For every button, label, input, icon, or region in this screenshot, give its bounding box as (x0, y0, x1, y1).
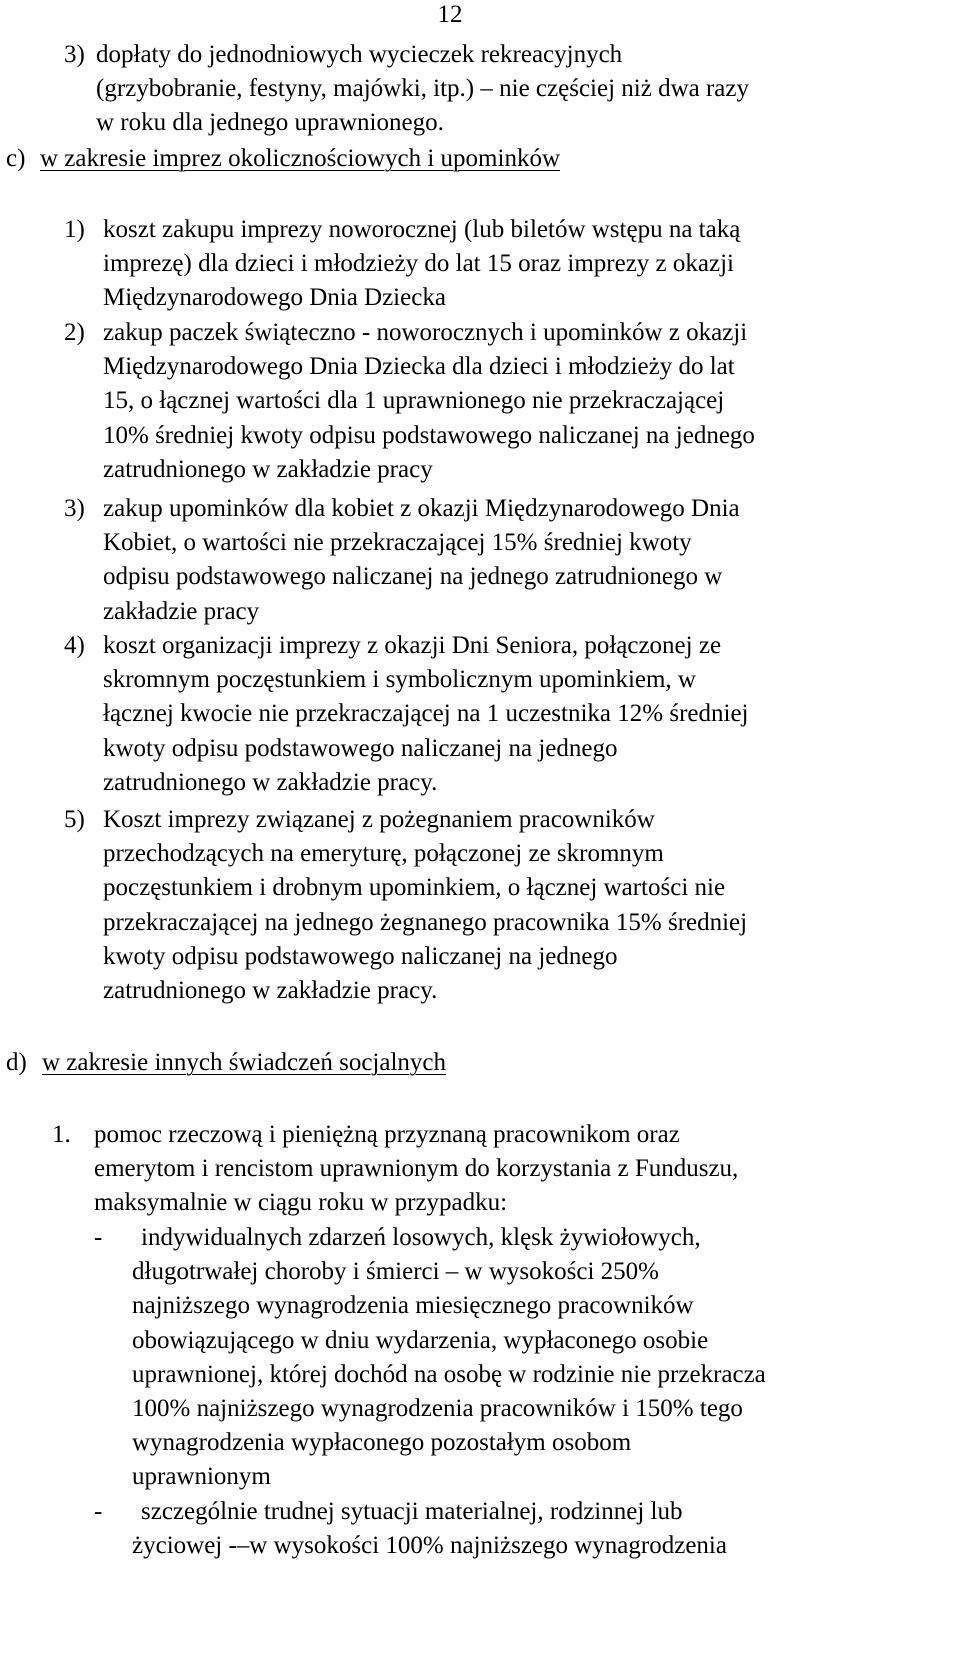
section-marker: c) (6, 145, 26, 172)
text-line: uprawnionej, której dochód na osobę w rodzinie nie przekracza (132, 1360, 766, 1388)
text-line: koszt organizacji imprezy z okazji Dni Seniora, połączonej ze (103, 632, 722, 659)
text-line: Kobiet, o wartości nie przekraczającej 15% średniej kwoty (103, 529, 692, 557)
list-marker: 5) (64, 806, 85, 833)
page-number: 12 (437, 1, 463, 28)
text-line: przekraczającej na jednego żegnanego pracownika 15% średniej (103, 908, 748, 936)
text-line: 15, o łącznej wartości dla 1 uprawnionego nie przekraczającej (103, 387, 725, 415)
dash-marker: - (94, 1498, 103, 1525)
text-line: imprezę) dla dzieci i młodzieży do lat 15 oraz imprezy z okazji (103, 250, 734, 278)
list-marker: 1. (52, 1121, 71, 1148)
text-line: najniższego wynagrodzenia miesięcznego pracowników (132, 1292, 694, 1320)
text-line: Koszt imprezy związanej z pożegnaniem pracowników (103, 806, 655, 833)
text-line: wynagrodzenia wypłaconego pozostałym osobom (132, 1429, 632, 1457)
list-marker: 4) (64, 632, 85, 659)
section-heading: w zakresie innych świadczeń socjalnych (42, 1049, 447, 1076)
text-line: dopłaty do jednodniowych wycieczek rekreacyjnych (96, 41, 623, 68)
list-item-text (103, 629, 953, 800)
text-line: w roku dla jednego uprawnionego. (96, 109, 444, 137)
text-line: maksymalnie w ciągu roku w przypadku: (94, 1189, 508, 1217)
text-line: zakładzie pracy (103, 597, 260, 625)
text-line: emerytom i rencistom uprawnionym do korzystania z Funduszu, (94, 1155, 739, 1183)
text-line: poczęstunkiem i drobnym upominkiem, o łącznej wartości nie (103, 874, 726, 902)
text-line: zakup paczek świąteczno - noworocznych i upominków z okazji (103, 319, 748, 346)
text-line: odpisu podstawowego naliczanej na jednego zatrudnionego w (103, 563, 723, 591)
text-line: pomoc rzeczową i pieniężną przyznaną pracownikom oraz (94, 1121, 680, 1148)
subitem-text (132, 1495, 957, 1563)
list-marker: 2) (64, 319, 85, 346)
list-item-text (94, 1118, 954, 1221)
text-line: długotrwałej choroby i śmierci – w wysokości 250% (132, 1258, 659, 1286)
text-line: łącznej kwocie nie przekraczającej na 1 uczestnika 12% średniej (103, 700, 749, 728)
list-item-text (103, 316, 953, 487)
section-heading: w zakresie imprez okolicznościowych i upominków (40, 145, 560, 172)
text-line: kwoty odpisu podstawowego naliczanej na jednego (103, 942, 618, 970)
text-line: 100% najniższego wynagrodzenia pracowników i 150% tego (132, 1395, 743, 1423)
section-marker: d) (6, 1049, 27, 1076)
list-item-text (103, 803, 953, 1008)
text-line: Międzynarodowego Dnia Dziecka dla dzieci i młodzieży do lat (103, 353, 735, 381)
text-line: zatrudnionego w zakładzie pracy. (103, 977, 438, 1005)
text-line: (grzybobranie, festyny, majówki, itp.) – nie częściej niż dwa razy (96, 75, 749, 103)
text-line: koszt zakupu imprezy noworocznej (lub biletów wstępu na taką (103, 216, 741, 243)
text-line: 10% średniej kwoty odpisu podstawowego naliczanej na jednego (103, 421, 755, 449)
list-marker: 1) (64, 216, 85, 243)
list-item-text (96, 38, 956, 141)
text-line: zatrudnionego w zakładzie pracy. (103, 768, 438, 796)
list-marker: 3) (64, 41, 85, 68)
text-line: Międzynarodowego Dnia Dziecka (103, 284, 446, 312)
text-line: przechodzących na emeryturę, połączonej ze skromnym (103, 840, 664, 868)
text-line: zatrudnionego w zakładzie pracy (103, 455, 433, 483)
text-line: skromnym poczęstunkiem i symbolicznym upominkiem, w (103, 666, 696, 694)
list-marker: 3) (64, 495, 85, 522)
text-line: zakup upominków dla kobiet z okazji Międzynarodowego Dnia (103, 495, 740, 522)
subitem-text (132, 1221, 957, 1495)
dash-marker: - (94, 1224, 103, 1251)
text-line: uprawnionym (132, 1463, 271, 1491)
text-line: obowiązującego w dniu wydarzenia, wypłaconego osobie (132, 1326, 709, 1354)
text-line: życiowej -–w wysokości 100% najniższego wynagrodzenia (132, 1532, 727, 1560)
list-item-text (103, 213, 953, 316)
text-line: kwoty odpisu podstawowego naliczanej na jednego (103, 734, 618, 762)
text-line: indywidualnych zdarzeń losowych, klęsk żywiołowych, (141, 1224, 701, 1251)
list-item-text (103, 492, 953, 629)
text-line: szczególnie trudnej sytuacji materialnej, rodzinnej lub (141, 1498, 683, 1525)
